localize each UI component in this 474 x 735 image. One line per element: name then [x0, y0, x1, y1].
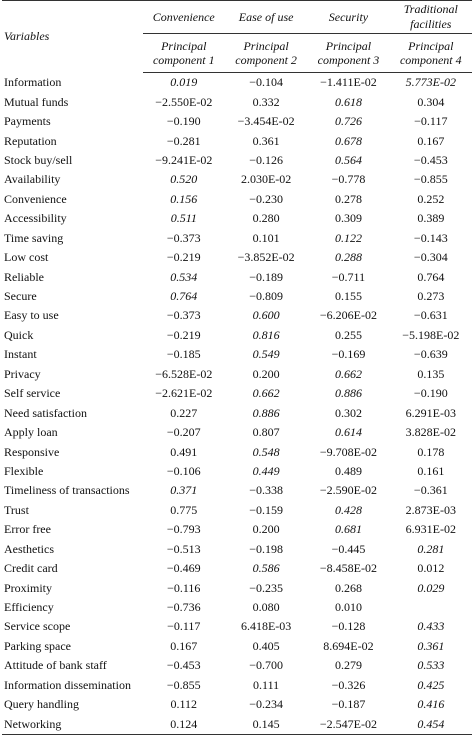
table-row: [2, 423, 472, 442]
loading-value: −0.189: [249, 269, 283, 284]
loading-value: 0.425: [417, 677, 445, 692]
loading-value: −0.106: [166, 463, 201, 478]
loading-value: −0.234: [249, 697, 283, 712]
loading-value: 0.807: [252, 425, 280, 440]
loading-value: −0.453: [166, 658, 201, 673]
loading-value: 0.019: [170, 75, 198, 90]
group-label-line: Security: [328, 9, 369, 24]
loading-value: 0.534: [170, 269, 198, 284]
loading-value: 0.278: [334, 191, 362, 206]
loading-value: −0.281: [166, 133, 201, 148]
loading-value: −0.185: [166, 347, 201, 362]
loading-value: −0.469: [166, 561, 201, 576]
loading-value: 6.291E-03: [405, 405, 456, 420]
loading-value: −0.126: [249, 152, 283, 167]
table-row: [2, 714, 472, 734]
header-row-groups: [2, 1, 472, 34]
loading-value: 0.332: [252, 94, 280, 109]
loading-value: −2.547E-02: [307, 714, 389, 734]
table-row: [2, 267, 472, 286]
loading-value: 0.101: [252, 230, 280, 245]
table-row: [2, 229, 472, 248]
loading-value: 0.433: [417, 619, 445, 634]
loading-value: 3.828E-02: [405, 425, 456, 440]
loading-value: −0.793: [166, 522, 201, 537]
table-row: [2, 151, 472, 170]
loading-value: 0.678: [334, 133, 362, 148]
loading-value: 6.931E-02: [405, 522, 456, 537]
loading-value: 0.491: [170, 444, 198, 459]
loading-value: −6.206E-02: [319, 308, 377, 323]
variable-name: Availability: [4, 172, 61, 187]
loading-value: 0.252: [417, 191, 445, 206]
group-header: [307, 1, 389, 34]
variable-name: Payments: [4, 114, 51, 129]
loading-value: 0.288: [334, 250, 362, 265]
variable-name: Credit card: [4, 561, 58, 576]
table-row: [2, 73, 472, 93]
table-row: [2, 676, 472, 695]
table-row: [2, 501, 472, 520]
factor-loadings-table: [2, 0, 472, 735]
loading-value: 0.122: [334, 230, 362, 245]
loading-value: 0.586: [252, 561, 280, 576]
loading-value: 0.135: [417, 366, 445, 381]
table-row: [2, 306, 472, 325]
loading-value: −0.361: [413, 483, 448, 498]
loading-value: −0.711: [331, 269, 366, 284]
loading-value: 0.280: [252, 211, 280, 226]
table-row: [2, 462, 472, 481]
loading-value: −9.241E-02: [155, 152, 213, 167]
loading-value: −0.190: [166, 114, 201, 129]
loading-value: −0.445: [331, 541, 366, 556]
variable-name: Easy to use: [4, 308, 59, 323]
table-row: [2, 540, 472, 559]
loading-value: 0.200: [252, 522, 280, 537]
loading-value: 0.178: [417, 444, 445, 459]
loading-value: 0.454: [390, 714, 472, 734]
loading-value: 0.662: [252, 386, 280, 401]
loading-value: 2.873E-03: [405, 502, 456, 517]
loading-value: 0.886: [334, 386, 362, 401]
loading-value: 0.112: [170, 697, 198, 712]
loading-value: 0.124: [143, 714, 225, 734]
loading-value: 0.764: [417, 269, 445, 284]
table-row: [2, 365, 472, 384]
variable-name: Reliable: [4, 269, 44, 284]
variable-name: Stock buy/sell: [4, 152, 73, 167]
loading-value: 0.549: [252, 347, 280, 362]
table-row: [2, 287, 472, 306]
loading-value: −0.117: [167, 619, 201, 634]
table-row: [2, 345, 472, 364]
loading-value: 0.111: [253, 677, 280, 692]
table-row: [2, 384, 472, 403]
loading-value: −5.198E-02: [402, 327, 460, 342]
loading-value: −0.373: [166, 230, 201, 245]
loading-value: −0.304: [413, 250, 448, 265]
loading-value: 0.600: [252, 308, 280, 323]
group-header: [225, 1, 307, 34]
loading-value: −0.187: [331, 697, 366, 712]
loading-value: 0.520: [170, 172, 198, 187]
component-header: [225, 34, 307, 73]
variable-name: Efficiency: [4, 600, 54, 615]
loading-value: 6.418E-03: [240, 619, 292, 634]
loading-value: −0.128: [331, 619, 366, 634]
table-row: [2, 112, 472, 131]
loading-value: 0.279: [334, 658, 362, 673]
variable-name: Convenience: [4, 191, 67, 206]
loading-value: 0.268: [334, 580, 362, 595]
table-row: [2, 170, 472, 189]
variable-name: Aesthetics: [4, 541, 54, 556]
table-row: [2, 656, 472, 675]
variables-header: Variables: [4, 29, 50, 44]
component-label-line: component 2: [235, 53, 297, 67]
loading-value: 0.775: [170, 502, 198, 517]
loading-value: 5.773E-02: [405, 75, 456, 90]
loading-value: 0.489: [334, 463, 362, 478]
table-row: [2, 92, 472, 111]
table-row: [2, 559, 472, 578]
component-header: [390, 34, 472, 73]
loading-value: −0.338: [249, 483, 283, 498]
loading-value: 0.080: [252, 600, 280, 615]
variable-name: Privacy: [4, 366, 41, 381]
group-label-line: Convenience: [152, 9, 215, 24]
loading-value: −0.855: [166, 677, 201, 692]
component-label-line: component 1: [152, 53, 215, 67]
variable-name: Accessibility: [4, 211, 67, 226]
loading-value: 0.010: [334, 600, 362, 615]
loading-value: 2.030E-02: [240, 172, 292, 187]
table-row: [2, 695, 472, 714]
loading-value: 0.281: [417, 541, 445, 556]
loading-value: −0.219: [166, 250, 201, 265]
loading-value: 0.449: [252, 463, 280, 478]
variable-name: Instant: [4, 347, 37, 362]
loading-value: −0.169: [331, 347, 366, 362]
loading-value: −0.778: [331, 172, 366, 187]
variable-name: Parking space: [4, 638, 71, 653]
loading-value: −0.700: [249, 658, 283, 673]
component-label-line: Principal: [243, 39, 289, 53]
component-label-line: Principal: [161, 39, 207, 53]
loading-value: 0.681: [334, 522, 362, 537]
loading-value: 0.416: [417, 697, 445, 712]
variable-name: Flexible: [4, 463, 44, 478]
loading-value: −0.855: [413, 172, 448, 187]
loading-value: 0.662: [334, 366, 362, 381]
loading-value: 0.304: [417, 94, 445, 109]
table-row: [2, 442, 472, 461]
loading-value: 0.255: [334, 327, 362, 342]
loading-value: 0.029: [417, 580, 445, 595]
table-row: [2, 617, 472, 636]
loading-value: −0.453: [413, 152, 448, 167]
loading-value: 0.200: [252, 366, 280, 381]
loading-value: −3.454E-02: [237, 114, 295, 129]
loading-value: 0.726: [334, 114, 362, 129]
loading-value: −0.631: [413, 308, 448, 323]
component-label-line: component 3: [317, 53, 380, 67]
loading-value: −1.411E-02: [320, 75, 377, 90]
variable-name: Apply loan: [4, 425, 58, 440]
component-label-line: Principal: [325, 39, 372, 53]
loading-value: −0.639: [413, 347, 448, 362]
component-header: [307, 34, 389, 73]
loading-value: −3.852E-02: [237, 250, 295, 265]
variable-name: Query handling: [4, 697, 79, 712]
component-label-line: Principal: [408, 39, 454, 53]
loading-value: −0.809: [249, 289, 283, 304]
loading-value: −0.190: [413, 386, 448, 401]
loading-value: 0.618: [334, 94, 362, 109]
loading-value: −0.143: [413, 230, 448, 245]
variable-name: Self service: [4, 386, 61, 401]
loading-value: 0.533: [417, 658, 445, 673]
table-row: [2, 481, 472, 500]
table-row: [2, 190, 472, 209]
loading-value: −0.198: [249, 541, 283, 556]
loading-value: 0.302: [334, 405, 362, 420]
group-header: [390, 1, 472, 34]
loading-value: −0.159: [249, 502, 283, 517]
loading-value: 0.361: [417, 638, 445, 653]
variable-name: Networking: [2, 714, 143, 734]
variable-name: Trust: [4, 502, 29, 517]
table-row: [2, 326, 472, 345]
loading-value: −6.528E-02: [155, 366, 213, 381]
loading-value: 0.361: [252, 133, 280, 148]
variable-name: Time saving: [4, 230, 64, 245]
loading-value: 0.012: [417, 561, 445, 576]
variable-name: Timeliness of transactions: [4, 483, 130, 498]
loading-value: 0.167: [417, 133, 445, 148]
variable-name: Quick: [4, 327, 34, 342]
loading-value: 0.309: [334, 211, 362, 226]
loading-value: 0.548: [252, 444, 280, 459]
variable-name: Responsive: [4, 444, 60, 459]
loading-value: −0.116: [167, 580, 201, 595]
loading-value: −2.550E-02: [155, 94, 213, 109]
loading-value: −8.458E-02: [319, 561, 377, 576]
loading-value: 0.167: [170, 638, 198, 653]
variable-name: Attitude of bank staff: [4, 658, 107, 673]
loading-value: 0.389: [417, 211, 445, 226]
loading-value: −0.207: [166, 425, 201, 440]
loading-value: 0.816: [252, 327, 280, 342]
variable-name: Service scope: [4, 619, 71, 634]
component-label-line: component 4: [399, 53, 462, 67]
loading-value: [390, 598, 472, 617]
loading-value: 0.227: [170, 405, 198, 420]
loading-value: 0.156: [170, 191, 198, 206]
component-header: [143, 34, 225, 73]
variable-name: Proximity: [4, 580, 53, 595]
variable-name: Information: [4, 74, 62, 89]
group-label-line: Ease of use: [238, 9, 294, 24]
table-body: [2, 73, 472, 735]
loading-value: −0.230: [249, 191, 283, 206]
loading-value: 0.764: [170, 289, 198, 304]
loading-value: 0.155: [334, 289, 362, 304]
table-header: [2, 1, 472, 73]
loading-value: −0.235: [249, 580, 283, 595]
group-label-line: Traditional: [403, 2, 458, 16]
loading-value: 0.161: [417, 463, 445, 478]
loading-value: 0.886: [252, 405, 280, 420]
loading-value: −0.219: [166, 327, 201, 342]
group-label-line: facilities: [410, 17, 452, 31]
loading-value: −0.117: [414, 114, 448, 129]
loading-value: −2.590E-02: [319, 483, 377, 498]
variable-name: Need satisfaction: [4, 405, 87, 420]
variable-name: Reputation: [4, 133, 57, 148]
loading-value: 0.511: [170, 211, 197, 226]
table-row: [2, 637, 472, 656]
loading-value: 0.145: [225, 714, 307, 734]
loading-value: −0.736: [166, 600, 201, 615]
table-row: [2, 131, 472, 150]
table-row: [2, 209, 472, 228]
loading-value: −0.104: [249, 75, 283, 90]
loading-value: 0.371: [170, 483, 198, 498]
group-header: [143, 1, 225, 34]
table-row: [2, 578, 472, 597]
variable-name: Information dissemination: [4, 677, 131, 692]
loading-value: 0.273: [417, 289, 445, 304]
loading-value: 0.564: [334, 152, 362, 167]
loading-value: −0.373: [166, 308, 201, 323]
table-row: [2, 248, 472, 267]
variable-name: Error free: [4, 522, 51, 537]
variable-name: Mutual funds: [4, 94, 69, 109]
variable-name: Secure: [4, 289, 37, 304]
loading-value: −9.708E-02: [319, 444, 377, 459]
loading-value: 8.694E-02: [323, 638, 374, 653]
loading-value: 0.428: [334, 502, 362, 517]
loading-value: −2.621E-02: [155, 386, 213, 401]
variable-name: Low cost: [4, 250, 49, 265]
loading-value: 0.614: [334, 425, 362, 440]
table-row: [2, 403, 472, 422]
loading-value: −0.513: [166, 541, 201, 556]
table-row: [2, 598, 472, 617]
loading-value: −0.326: [331, 677, 366, 692]
loading-value: 0.405: [252, 638, 280, 653]
table-row: [2, 520, 472, 539]
